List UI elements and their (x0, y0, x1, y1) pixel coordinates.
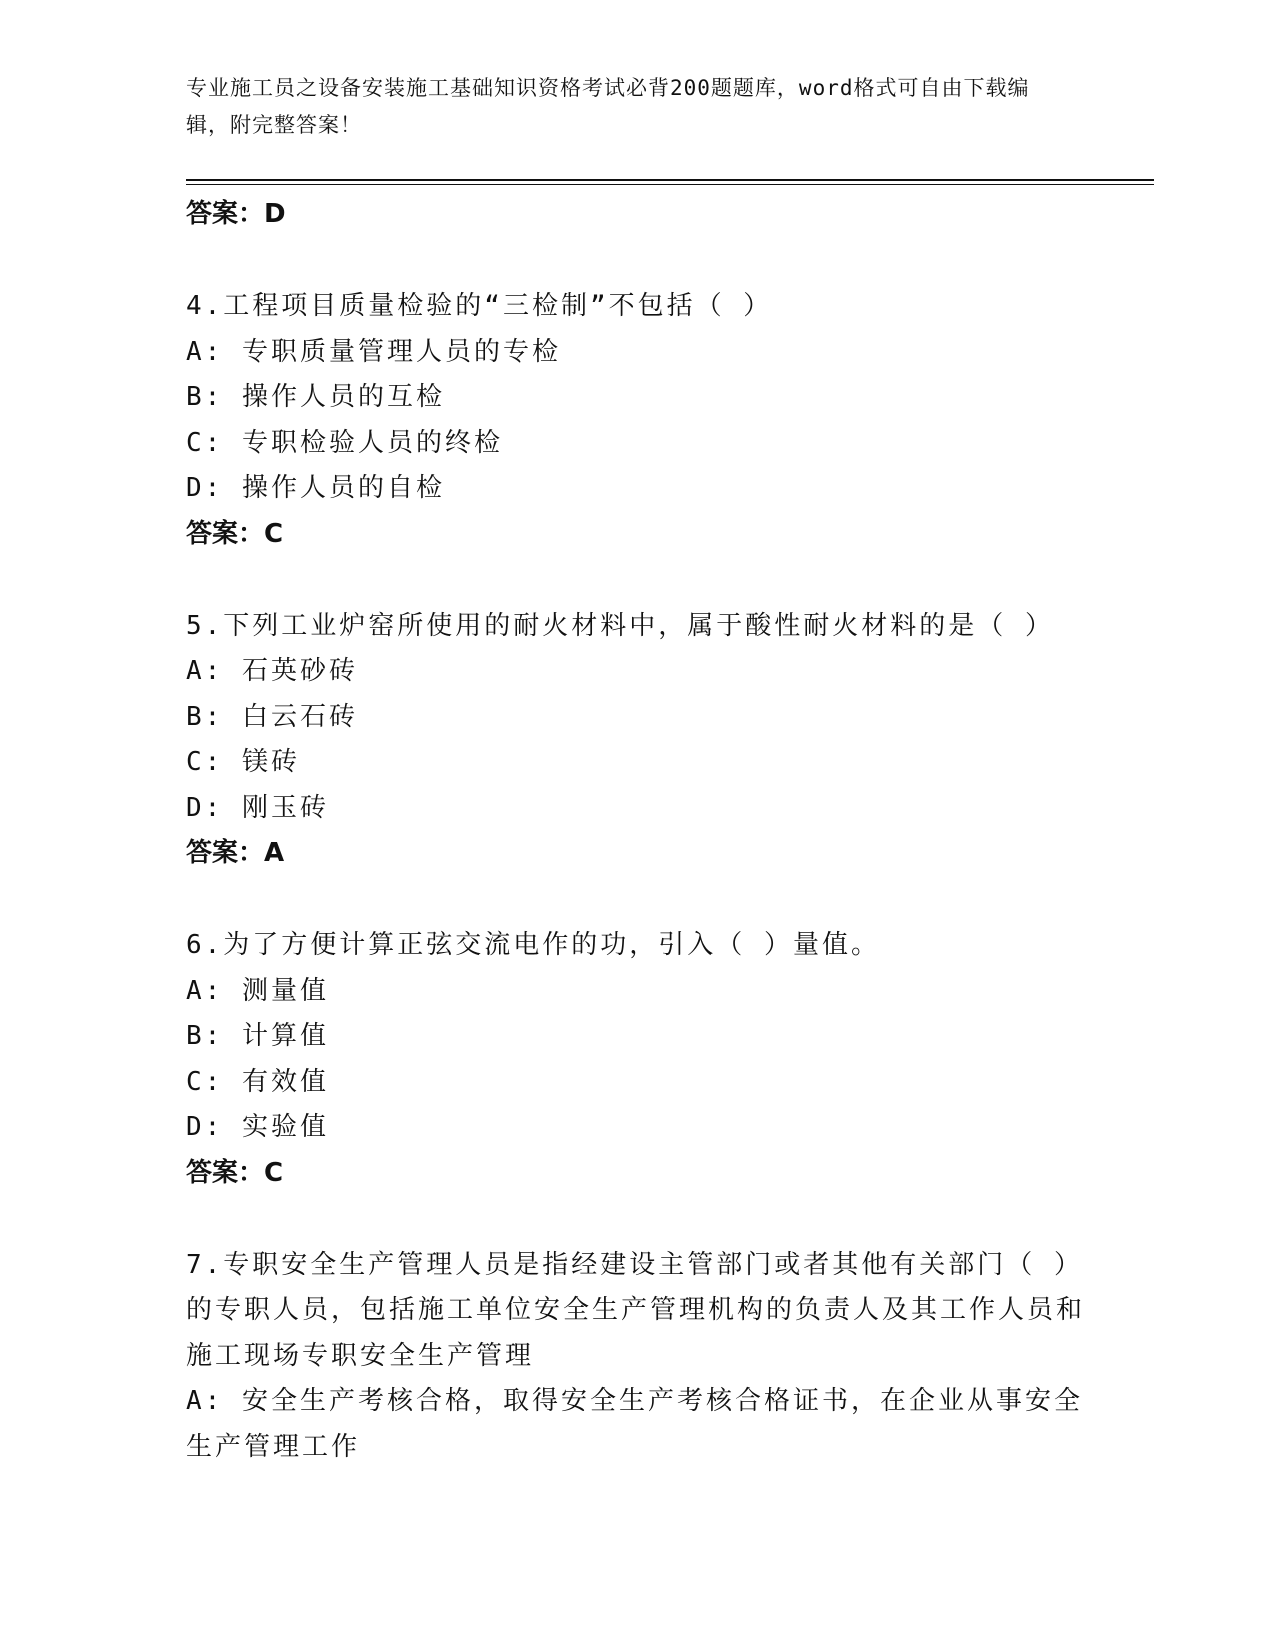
option-c: C: 专职检验人员的终检 (186, 427, 503, 458)
option-b: B: 计算值 (186, 1021, 329, 1051)
question-list (186, 188, 1086, 1470)
option-b: B: 操作人员的互检 (186, 382, 445, 412)
header-divider-thick (186, 179, 1154, 181)
option-a: A: 专职质量管理人员的专检 (186, 336, 561, 367)
question-stem: 4.工程项目质量检验的“三检制”不包括（ ） (186, 291, 773, 321)
document-header-title: 专业施工员之设备安装施工基础知识资格考试必背200题题库，word格式可自由下载编辑，附完整答案！ (186, 76, 1030, 137)
previous-question-answer: 答案：D (186, 199, 286, 229)
option-a: A: 石英砂砖 (186, 656, 358, 686)
question-4 (186, 284, 1086, 556)
option-d: D: 操作人员的自检 (186, 473, 445, 503)
question-answer: 答案：C (186, 518, 284, 549)
question-5 (186, 604, 1086, 876)
option-a: A: 安全生产考核合格，取得安全生产考核合格证书，在企业从事安全生产管理工作 (186, 1386, 1083, 1462)
header-divider-thin (186, 184, 1154, 185)
option-d: D: 实验值 (186, 1112, 329, 1142)
question-answer: 答案：C (186, 1157, 284, 1188)
question-stem: 5.下列工业炉窑所使用的耐火材料中，属于酸性耐火材料的是（ ） (186, 610, 1054, 641)
option-c: C: 有效值 (186, 1066, 329, 1097)
option-a: A: 测量值 (186, 975, 329, 1006)
question-6 (186, 923, 1086, 1195)
option-b: B: 白云石砖 (186, 701, 358, 732)
question-answer: 答案：A (186, 838, 285, 868)
question-7 (186, 1243, 1086, 1471)
option-d: D: 刚玉砖 (186, 792, 329, 823)
question-stem: 7.专职安全生产管理人员是指经建设主管部门或者其他有关部门（ ）的专职人员，包括施工单位安全生产管理机构的负责人及其工作人员和施工现场专职安全生产管理 (186, 1249, 1086, 1371)
question-stem: 6.为了方便计算正弦交流电作的功，引入（ ）量值。 (186, 930, 880, 960)
option-c: C: 镁砖 (186, 747, 300, 777)
